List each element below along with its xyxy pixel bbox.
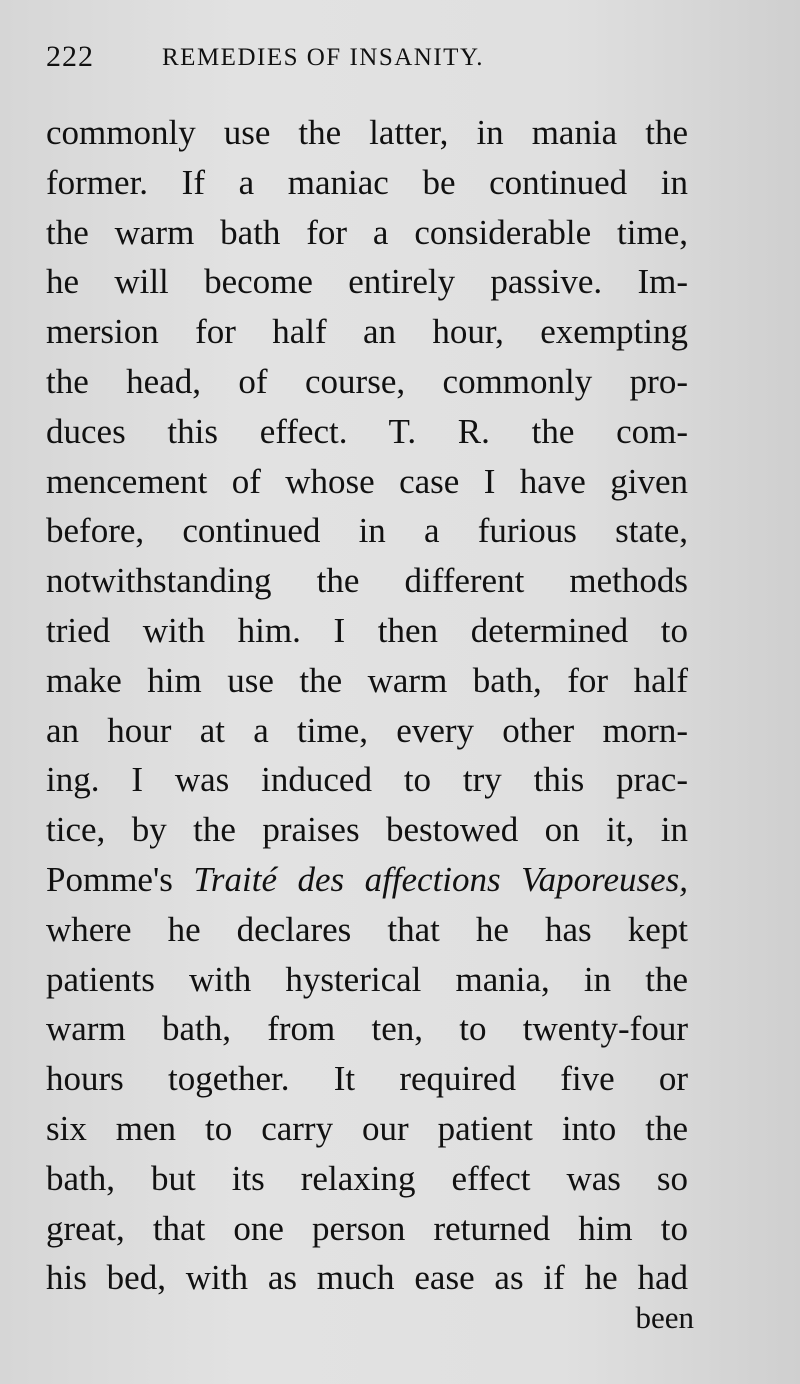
text-line: ing. I was induced to try this prac- <box>46 760 688 800</box>
text-line: he will become entirely passive. Im- <box>46 262 688 302</box>
text-line: great, that one person returned him to <box>46 1208 688 1248</box>
text-line: mencement of whose case I have given <box>46 461 688 501</box>
text-line-with-title <box>46 855 688 905</box>
text-line: where he declares that he has kept <box>46 909 688 949</box>
text-line: hours together. It required five or <box>46 1059 688 1099</box>
text-line: the head, of course, commonly pro- <box>46 361 688 401</box>
text-line: before, continued in a furious state, <box>46 511 688 551</box>
text-line: commonly use the latter, in mania the <box>46 113 688 152</box>
text-line: mersion for half an hour, exempting <box>46 312 688 352</box>
text-line: make him use the warm bath, for half <box>46 660 688 700</box>
body-text <box>46 108 688 1303</box>
text-line: the warm bath for a considerable time, <box>46 212 688 252</box>
text-line: patients with hysterical mania, in the <box>46 959 688 999</box>
text-line: notwithstanding the different methods <box>46 561 688 601</box>
page-number: 222 <box>46 40 94 73</box>
text-line: six men to carry our patient into the <box>46 1108 688 1148</box>
text-line: duces this effect. T. R. the com- <box>46 411 688 451</box>
text-line: tried with him. I then determined to <box>46 610 688 650</box>
text-line: former. If a maniac be continued in <box>46 162 688 202</box>
text-line: an hour at a time, every other morn- <box>46 710 688 750</box>
text-line: tice, by the praises bestowed on it, in <box>46 810 688 850</box>
page-header <box>46 40 726 86</box>
text-line: bath, but its relaxing effect was so <box>46 1158 688 1198</box>
running-title: REMEDIES OF INSANITY. <box>162 44 485 71</box>
book-title-italic: Traité des affections Vaporeuses, <box>193 859 688 899</box>
author-name: Pomme's <box>46 859 194 899</box>
text-line: his bed, with as much ease as if he had <box>46 1258 688 1298</box>
catchword: been <box>635 1300 694 1335</box>
text-line: warm bath, from ten, to twenty-four <box>46 1009 688 1049</box>
